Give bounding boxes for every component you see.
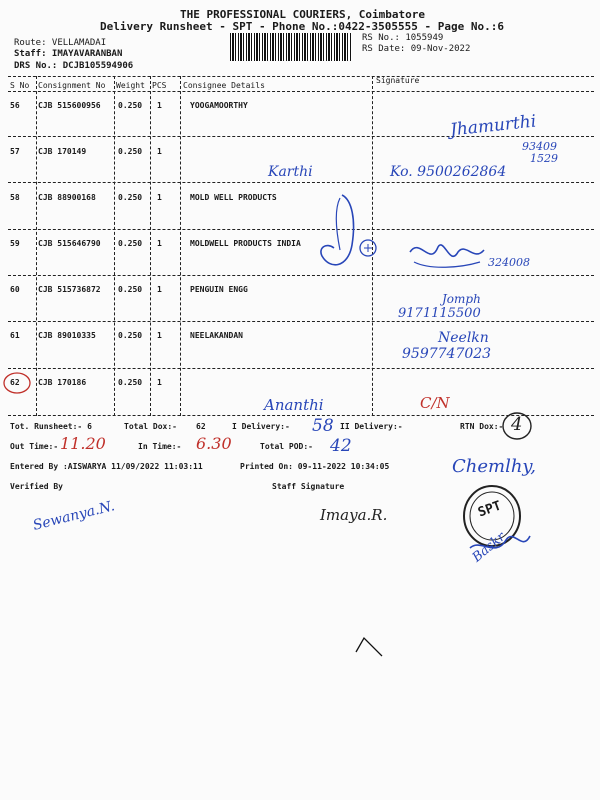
- verified-by-label: Verified By: [10, 482, 63, 491]
- col-divider: [114, 76, 115, 416]
- row-consignee: YOOGAMOORTHY: [190, 101, 248, 110]
- tot-runsheet: Tot. Runsheet:- 6: [10, 422, 92, 431]
- header-weight: Weight: [116, 81, 145, 90]
- row-weight: 0.250: [118, 239, 143, 248]
- row-weight: 0.250: [118, 378, 143, 387]
- stamp-text: SPT: [476, 498, 504, 521]
- handwritten-note: Chemlhy,: [452, 456, 536, 477]
- header-sno: S No: [10, 81, 30, 90]
- row-consignment: CJB 170149: [38, 147, 87, 156]
- table-header-line: [8, 91, 594, 92]
- row-pcs: 1: [157, 378, 162, 387]
- row-sno: 61: [10, 331, 20, 340]
- row-consignee: MOLD WELL PRODUCTS: [190, 193, 277, 202]
- signature-62: Ananthi: [264, 396, 324, 414]
- row-weight: 0.250: [118, 101, 143, 110]
- row-divider: [8, 136, 594, 137]
- scribble-signature-icon: [400, 232, 490, 277]
- row-consignment: CJB 170186: [38, 378, 87, 387]
- out-time-value: 11.20: [60, 434, 106, 453]
- row-pcs: 1: [157, 331, 162, 340]
- row-pcs: 1: [157, 147, 162, 156]
- runsheet-subtitle: Delivery Runsheet - SPT - Phone No.:0422-3505555 - Page No.:6: [100, 20, 504, 33]
- row-weight: 0.250: [118, 147, 143, 156]
- row-pcs: 1: [157, 101, 162, 110]
- cn-mark: C/N: [420, 394, 450, 412]
- rs-date: RS Date: 09-Nov-2022: [362, 44, 471, 54]
- rtn-dox-value: 4: [511, 414, 523, 435]
- header-signature: Signature: [376, 76, 420, 85]
- verified-signature: Sewanya.N.: [31, 498, 117, 534]
- total-dox-label: Total Dox:-: [124, 422, 177, 431]
- row-divider: [8, 229, 594, 230]
- signature-61: Neelkn: [438, 330, 489, 346]
- row-consignment: CJB 89010335: [38, 331, 96, 340]
- tick-mark-icon: [352, 632, 392, 662]
- row-pcs: 1: [157, 239, 162, 248]
- entered-by: Entered By :AISWARYA 11/09/2022 11:03:11: [10, 462, 203, 471]
- total-pod-label: Total POD:-: [260, 442, 313, 451]
- col-divider: [150, 76, 151, 416]
- stamp-signature: Baskr: [469, 529, 509, 566]
- row-consignment: CJB 515600956: [38, 101, 101, 110]
- printed-on: Printed On: 09-11-2022 10:34:05: [240, 462, 390, 471]
- handwritten-number: 1529: [530, 152, 558, 165]
- row-consignment: CJB 515736872: [38, 285, 101, 294]
- rs-number: RS No.: 1055949: [362, 33, 444, 43]
- ii-delivery-label: II Delivery:-: [340, 422, 403, 431]
- row-divider: [8, 368, 594, 369]
- handwritten-number: 9171115500: [398, 306, 481, 321]
- in-time-label: In Time:-: [138, 442, 182, 451]
- staff-signature: Imaya.R.: [320, 506, 388, 524]
- row-sno: 58: [10, 193, 20, 202]
- row-consignment: CJB 88900168: [38, 193, 96, 202]
- row-sno: 56: [10, 101, 20, 110]
- i-delivery-value: 58: [312, 416, 334, 436]
- total-dox-value: 62: [196, 422, 206, 431]
- row-sno: 57: [10, 147, 20, 156]
- route-label: Route: VELLAMADAI: [14, 38, 107, 48]
- handwritten-phone: 9597747023: [402, 346, 492, 362]
- total-pod-value: 42: [330, 436, 352, 456]
- handwritten-number: 93409: [522, 140, 557, 153]
- row-pcs: 1: [157, 285, 162, 294]
- i-delivery-label: I Delivery:-: [232, 422, 290, 431]
- row-pcs: 1: [157, 193, 162, 202]
- header-pcs: PCS: [152, 81, 167, 90]
- col-divider: [180, 76, 181, 416]
- staff-signature-label: Staff Signature: [272, 482, 345, 491]
- row-sno: 62: [10, 378, 20, 387]
- signature-57: Karthi: [268, 164, 313, 180]
- table-top-line: [8, 76, 594, 77]
- row-sno: 59: [10, 239, 20, 248]
- handwritten-phone: Ko. 9500262864: [390, 164, 507, 180]
- out-time-label: Out Time:-: [10, 442, 59, 451]
- barcode: [230, 33, 352, 61]
- row-consignee: NEELAKANDAN: [190, 331, 243, 340]
- scribble-signature-icon: [312, 190, 382, 280]
- staff-label: Staff: IMAYAVARANBAN: [14, 49, 123, 59]
- row-weight: 0.250: [118, 331, 143, 340]
- row-divider: [8, 182, 594, 183]
- row-weight: 0.250: [118, 285, 143, 294]
- row-divider: [8, 321, 594, 322]
- red-circle-mark: [2, 370, 34, 396]
- row-consignment: CJB 515646790: [38, 239, 101, 248]
- signature-56: Jhamurthi: [449, 111, 538, 141]
- row-consignee: PENGUIN ENGG: [190, 285, 248, 294]
- drs-number: DRS No.: DCJB105594906: [14, 61, 134, 71]
- spt-stamp-icon: [456, 478, 536, 568]
- row-weight: 0.250: [118, 193, 143, 202]
- handwritten-number: 324008: [488, 256, 530, 269]
- col-divider: [36, 76, 37, 416]
- row-consignee: MOLDWELL PRODUCTS INDIA: [190, 239, 301, 248]
- row-divider: [8, 275, 594, 276]
- signature-60: Jomph: [442, 292, 481, 306]
- rtn-dox-label: RTN Dox:-: [460, 422, 504, 431]
- header-consignee: Consignee Details: [183, 81, 265, 90]
- in-time-value: 6.30: [196, 434, 232, 453]
- company-title: THE PROFESSIONAL COURIERS, Coimbatore: [180, 8, 426, 21]
- header-consignment: Consignment No: [38, 81, 106, 90]
- row-sno: 60: [10, 285, 20, 294]
